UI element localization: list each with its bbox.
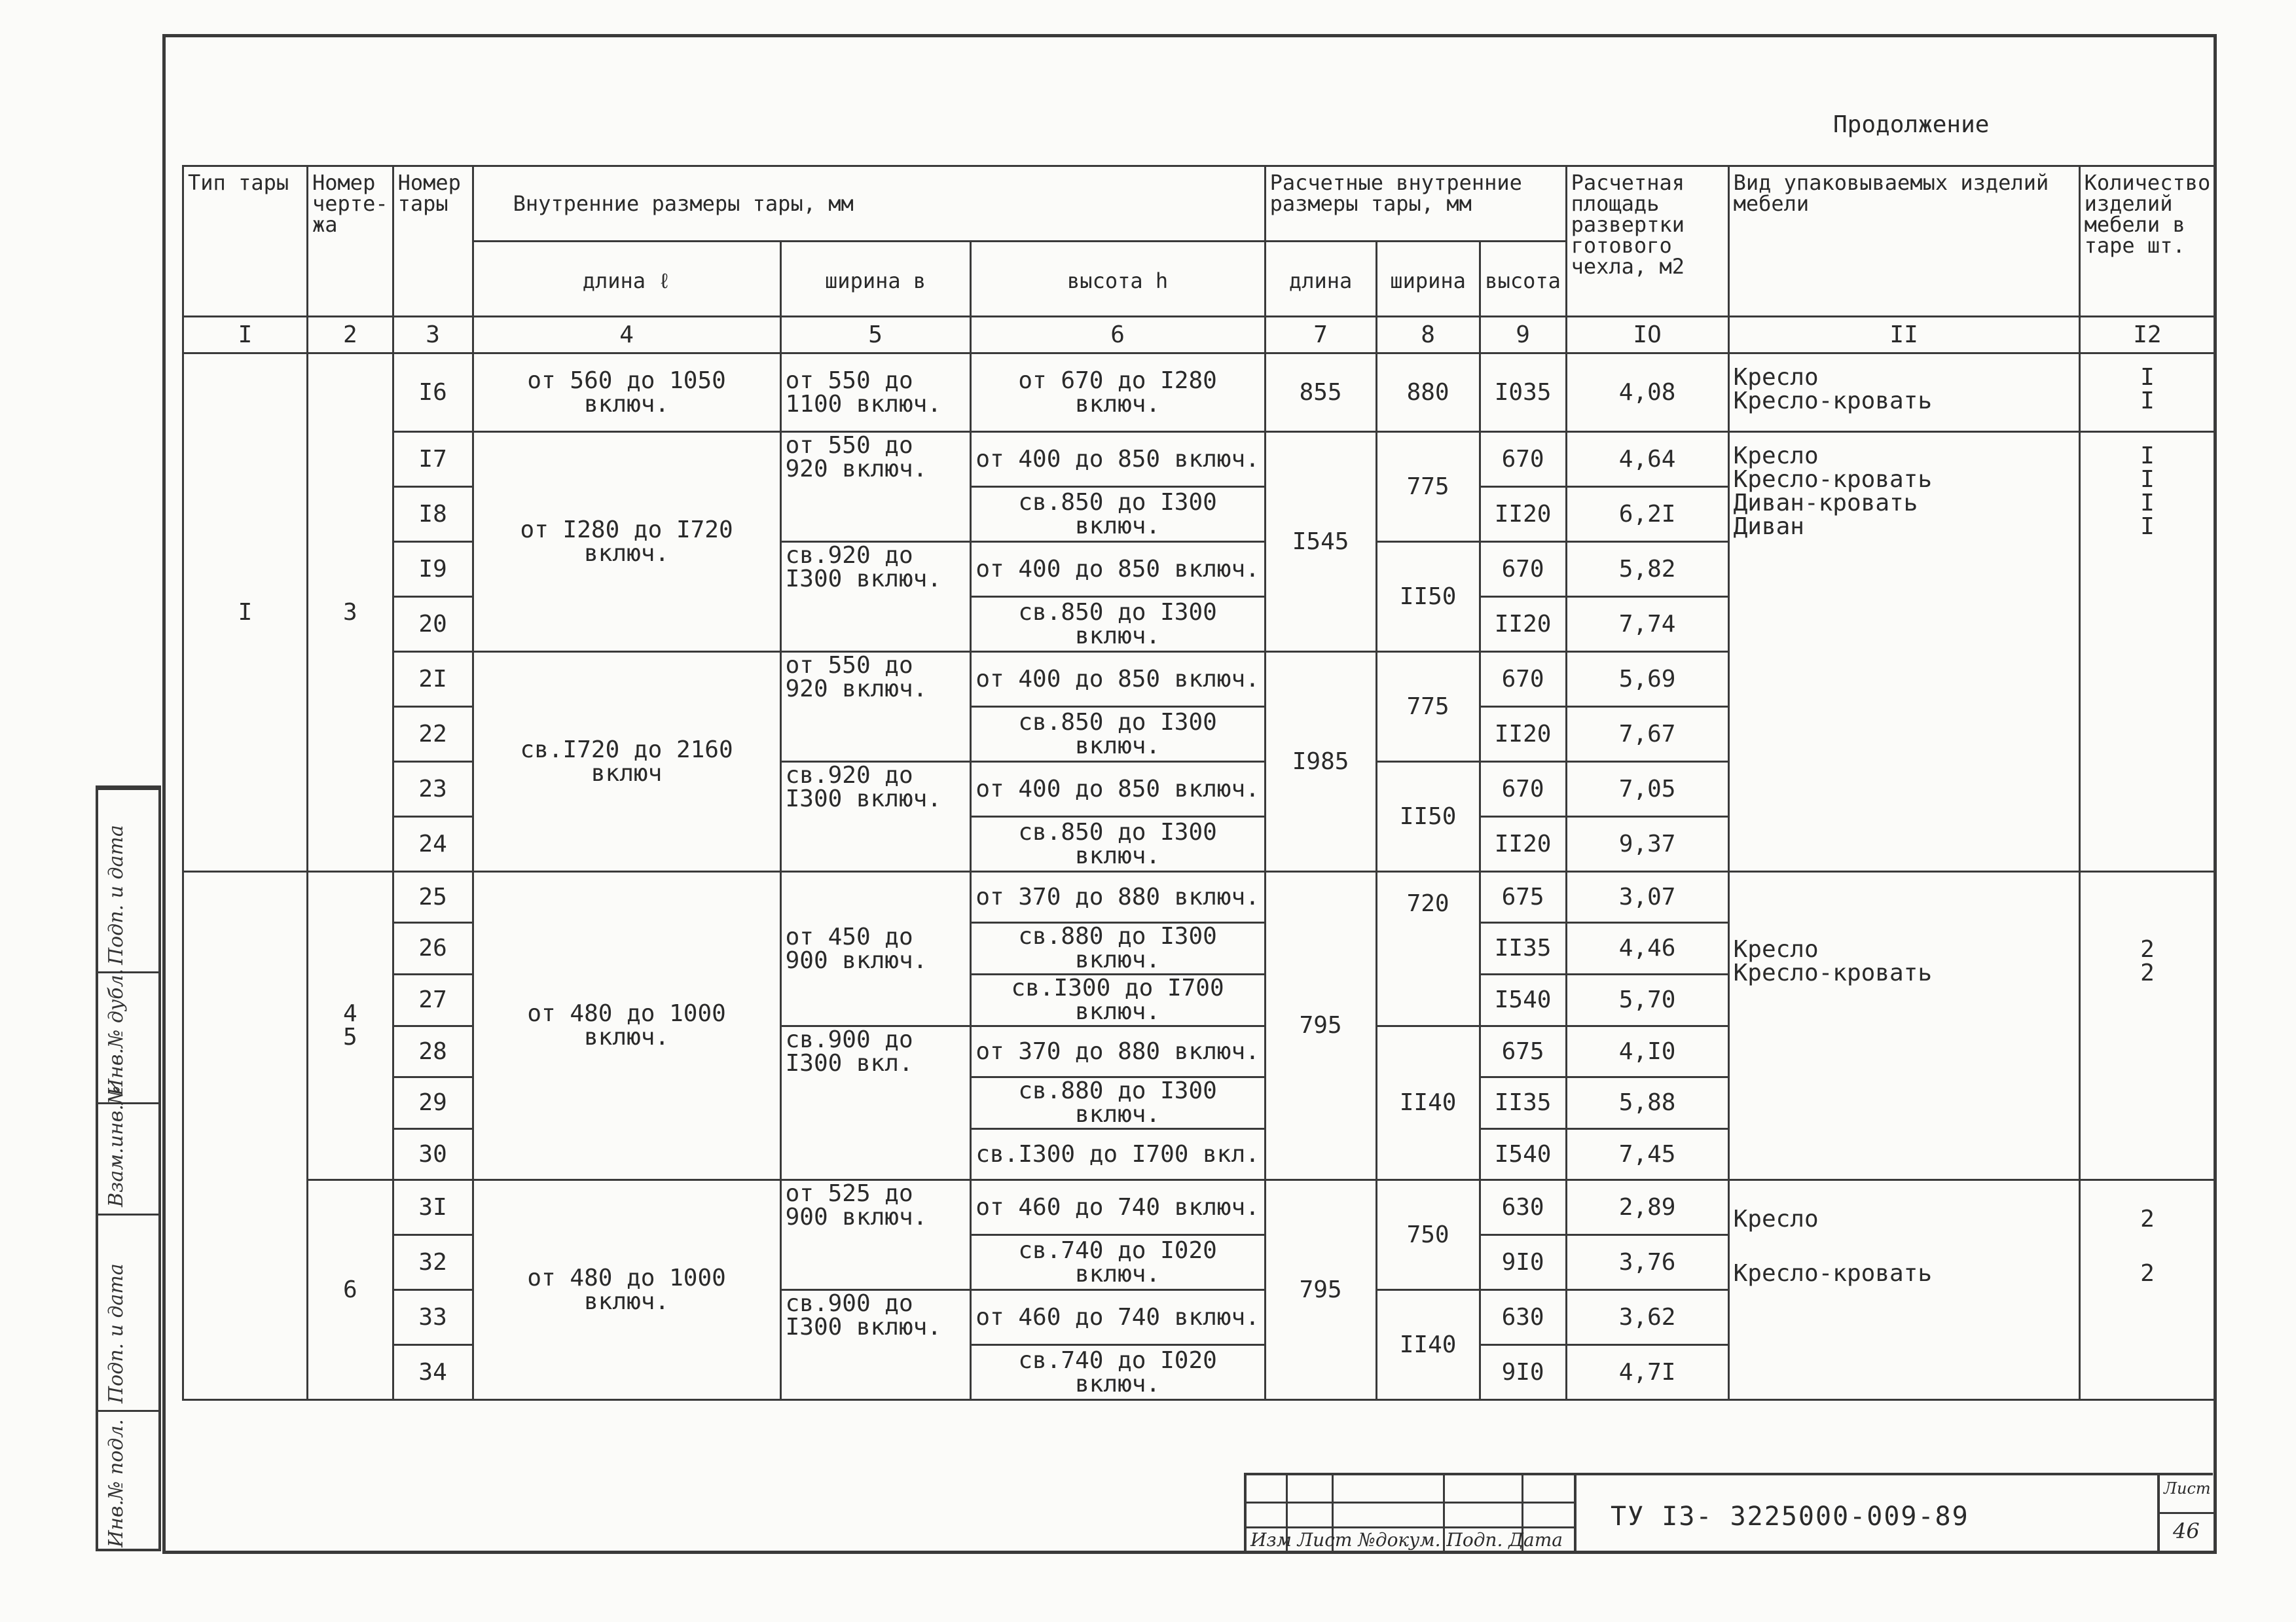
header-calc-size: Расчетные внутренние размеры тары, мм: [1265, 166, 1566, 242]
width-cell: св.920 до I300 включ.: [780, 542, 970, 652]
area-cell: 6,2I: [1566, 487, 1728, 542]
drawing-cell: 3: [308, 353, 393, 872]
col-number: 9: [1480, 317, 1566, 353]
side-label-1: Подп. и дата: [105, 1263, 128, 1403]
row-number: 3I: [393, 1180, 473, 1235]
length-cell: от 560 до 1050 включ.: [473, 353, 780, 432]
area-cell: 5,70: [1566, 975, 1728, 1026]
calc-height-cell: 675: [1480, 872, 1566, 923]
height-cell: св.740 до I020 включ.: [970, 1235, 1265, 1290]
sheet-number: 46: [2173, 1519, 2200, 1543]
calc-width-cell: II50: [1376, 542, 1480, 652]
calc-width-cell: 750: [1376, 1180, 1480, 1290]
qty-cell: 2 2: [2079, 1180, 2215, 1400]
calc-height-cell: II35: [1480, 1077, 1566, 1129]
area-cell: 3,62: [1566, 1290, 1728, 1345]
width-cell: от 525 до 900 включ.: [780, 1180, 970, 1290]
row-number: 30: [393, 1129, 473, 1180]
header-qty: Количество изделий мебели в таре шт.: [2079, 166, 2215, 317]
row-number: 29: [393, 1077, 473, 1129]
area-cell: 7,67: [1566, 707, 1728, 762]
title-block: [1244, 1473, 2213, 1557]
calc-width-cell: 775: [1376, 432, 1480, 542]
calc-height-cell: 670: [1480, 542, 1566, 597]
type-cell-continued: [183, 872, 308, 1400]
continuation-label: Продолжение: [1833, 111, 1990, 138]
col-number: 8: [1376, 317, 1480, 353]
calc-height-cell: 630: [1480, 1290, 1566, 1345]
calc-height-cell: 670: [1480, 652, 1566, 707]
area-cell: 7,05: [1566, 762, 1728, 817]
calc-height-cell: II20: [1480, 817, 1566, 872]
qty-cell: I I: [2079, 353, 2215, 432]
height-cell: от 670 до I280 включ.: [970, 353, 1265, 432]
height-cell: от 400 до 850 включ.: [970, 762, 1265, 817]
calc-height-cell: II20: [1480, 487, 1566, 542]
height-cell: от 370 до 880 включ.: [970, 1026, 1265, 1077]
area-cell: 2,89: [1566, 1180, 1728, 1235]
calc-height-cell: 9I0: [1480, 1235, 1566, 1290]
row-number: 2I: [393, 652, 473, 707]
header-length: длина ℓ: [473, 242, 780, 317]
calc-height-cell: II35: [1480, 923, 1566, 975]
sheet-label: Лист: [2164, 1479, 2211, 1498]
height-cell: св.I300 до I700 включ.: [970, 975, 1265, 1026]
area-cell: 4,I0: [1566, 1026, 1728, 1077]
row-number: 23: [393, 762, 473, 817]
qty-cell: 2 2: [2079, 872, 2215, 1180]
row-number: 34: [393, 1345, 473, 1400]
area-cell: 3,07: [1566, 872, 1728, 923]
row-number: 27: [393, 975, 473, 1026]
height-cell: св.740 до I020 включ.: [970, 1345, 1265, 1400]
drawing-cell: 4 5: [308, 872, 393, 1180]
row-number: I9: [393, 542, 473, 597]
header-type: Тип тары: [183, 166, 308, 317]
width-cell: от 550 до 1100 включ.: [780, 353, 970, 432]
items-cell: Кресло Кресло-кровать: [1728, 872, 2079, 1180]
calc-width-cell: II40: [1376, 1026, 1480, 1180]
calc-length-cell: I985: [1265, 652, 1376, 872]
calc-height-cell: 670: [1480, 762, 1566, 817]
length-cell: от 480 до 1000 включ.: [473, 872, 780, 1180]
binding-strip: [96, 785, 161, 1551]
calc-height-cell: I540: [1480, 975, 1566, 1026]
calc-height-cell: 630: [1480, 1180, 1566, 1235]
drawing-cell: 6: [308, 1180, 393, 1400]
height-cell: св.880 до I300 включ.: [970, 923, 1265, 975]
row-number: 25: [393, 872, 473, 923]
col-number: II: [1728, 317, 2079, 353]
calc-width-cell: II50: [1376, 762, 1480, 872]
header-height: высота h: [970, 242, 1265, 317]
area-cell: 4,08: [1566, 353, 1728, 432]
document-code: ТУ I3- 3225000-009-89: [1611, 1502, 1969, 1532]
row-number: 22: [393, 707, 473, 762]
width-cell: св.920 до I300 включ.: [780, 762, 970, 872]
width-cell: св.900 до I300 включ.: [780, 1290, 970, 1400]
calc-width-cell: 720: [1376, 872, 1480, 1026]
height-cell: св.850 до I300 включ.: [970, 707, 1265, 762]
height-cell: св.850 до I300 включ.: [970, 597, 1265, 652]
area-cell: 5,88: [1566, 1077, 1728, 1129]
area-cell: 4,46: [1566, 923, 1728, 975]
side-label-4: Подп. и дата: [105, 825, 128, 965]
col-number: 2: [308, 317, 393, 353]
header-area: Расчетная площадь развертки готового чехла, м2: [1566, 166, 1728, 317]
row-number: 28: [393, 1026, 473, 1077]
items-cell: Кресло Кресло-кровать: [1728, 1180, 2079, 1400]
row-number: I7: [393, 432, 473, 487]
height-cell: св.850 до I300 включ.: [970, 817, 1265, 872]
width-cell: от 450 до 900 включ.: [780, 872, 970, 1026]
side-label-0: Инв.№ подл.: [105, 1419, 128, 1547]
calc-height-cell: 9I0: [1480, 1345, 1566, 1400]
header-width: ширина в: [780, 242, 970, 317]
length-cell: от I280 до I720 включ.: [473, 432, 780, 652]
area-cell: 5,82: [1566, 542, 1728, 597]
header-number: Номер тары: [393, 166, 473, 317]
area-cell: 7,45: [1566, 1129, 1728, 1180]
area-cell: 7,74: [1566, 597, 1728, 652]
revision-caption: Изм Лист №докум. Подп. Дата: [1250, 1529, 1563, 1551]
calc-length-cell: 855: [1265, 353, 1376, 432]
row-number: 26: [393, 923, 473, 975]
row-number: I6: [393, 353, 473, 432]
header-drawing: Номер черте-жа: [308, 166, 393, 317]
type-cell: I: [183, 353, 308, 872]
items-cell: Кресло Кресло-кровать: [1728, 353, 2079, 432]
col-number: IO: [1566, 317, 1728, 353]
items-cell: Кресло Кресло-кровать Диван-кровать Диван: [1728, 432, 2079, 872]
calc-width-cell: II40: [1376, 1290, 1480, 1400]
calc-width-cell: 880: [1376, 353, 1480, 432]
col-number: 4: [473, 317, 780, 353]
col-number: 7: [1265, 317, 1376, 353]
area-cell: 4,64: [1566, 432, 1728, 487]
col-number: 6: [970, 317, 1265, 353]
sheet-box: [2157, 1475, 2215, 1554]
calc-height-cell: II20: [1480, 597, 1566, 652]
height-cell: от 400 до 850 включ.: [970, 542, 1265, 597]
area-cell: 3,76: [1566, 1235, 1728, 1290]
col-number: 5: [780, 317, 970, 353]
width-cell: от 550 до 920 включ.: [780, 432, 970, 542]
col-number: I: [183, 317, 308, 353]
col-number: 3: [393, 317, 473, 353]
header-calc-width: ширина: [1376, 242, 1480, 317]
calc-height-cell: I540: [1480, 1129, 1566, 1180]
row-number: 33: [393, 1290, 473, 1345]
revision-grid: [1244, 1475, 1576, 1554]
area-cell: 9,37: [1566, 817, 1728, 872]
height-cell: от 370 до 880 включ.: [970, 872, 1265, 923]
calc-length-cell: 795: [1265, 872, 1376, 1180]
height-cell: от 400 до 850 включ.: [970, 652, 1265, 707]
header-calc-height: высота: [1480, 242, 1566, 317]
area-cell: 5,69: [1566, 652, 1728, 707]
height-cell: св.880 до I300 включ.: [970, 1077, 1265, 1129]
qty-cell: I I I I: [2079, 432, 2215, 872]
header-items: Вид упаковываемых изделий мебели: [1728, 166, 2079, 317]
side-label-3: Инв.№ дубл.: [105, 968, 128, 1096]
row-number: 20: [393, 597, 473, 652]
height-cell: от 400 до 850 включ.: [970, 432, 1265, 487]
packaging-table: [182, 165, 2216, 1401]
row-number: I8: [393, 487, 473, 542]
calc-height-cell: 675: [1480, 1026, 1566, 1077]
row-number: 24: [393, 817, 473, 872]
height-cell: св.850 до I300 включ.: [970, 487, 1265, 542]
row-number: 32: [393, 1235, 473, 1290]
side-label-2: Взам.инв.№: [105, 1085, 128, 1207]
height-cell: св.I300 до I700 вкл.: [970, 1129, 1265, 1180]
length-cell: св.I720 до 2160 включ: [473, 652, 780, 872]
calc-height-cell: II20: [1480, 707, 1566, 762]
calc-height-cell: 670: [1480, 432, 1566, 487]
header-calc-length: длина: [1265, 242, 1376, 317]
height-cell: от 460 до 740 включ.: [970, 1290, 1265, 1345]
col-number: I2: [2079, 317, 2215, 353]
area-cell: 4,7I: [1566, 1345, 1728, 1400]
width-cell: св.900 до I300 вкл.: [780, 1026, 970, 1180]
height-cell: от 460 до 740 включ.: [970, 1180, 1265, 1235]
calc-width-cell: 775: [1376, 652, 1480, 762]
calc-length-cell: 795: [1265, 1180, 1376, 1400]
width-cell: от 550 до 920 включ.: [780, 652, 970, 762]
header-inner-size: Внутренние размеры тары, мм: [473, 166, 1265, 242]
calc-length-cell: I545: [1265, 432, 1376, 652]
calc-height-cell: I035: [1480, 353, 1566, 432]
length-cell: от 480 до 1000 включ.: [473, 1180, 780, 1400]
